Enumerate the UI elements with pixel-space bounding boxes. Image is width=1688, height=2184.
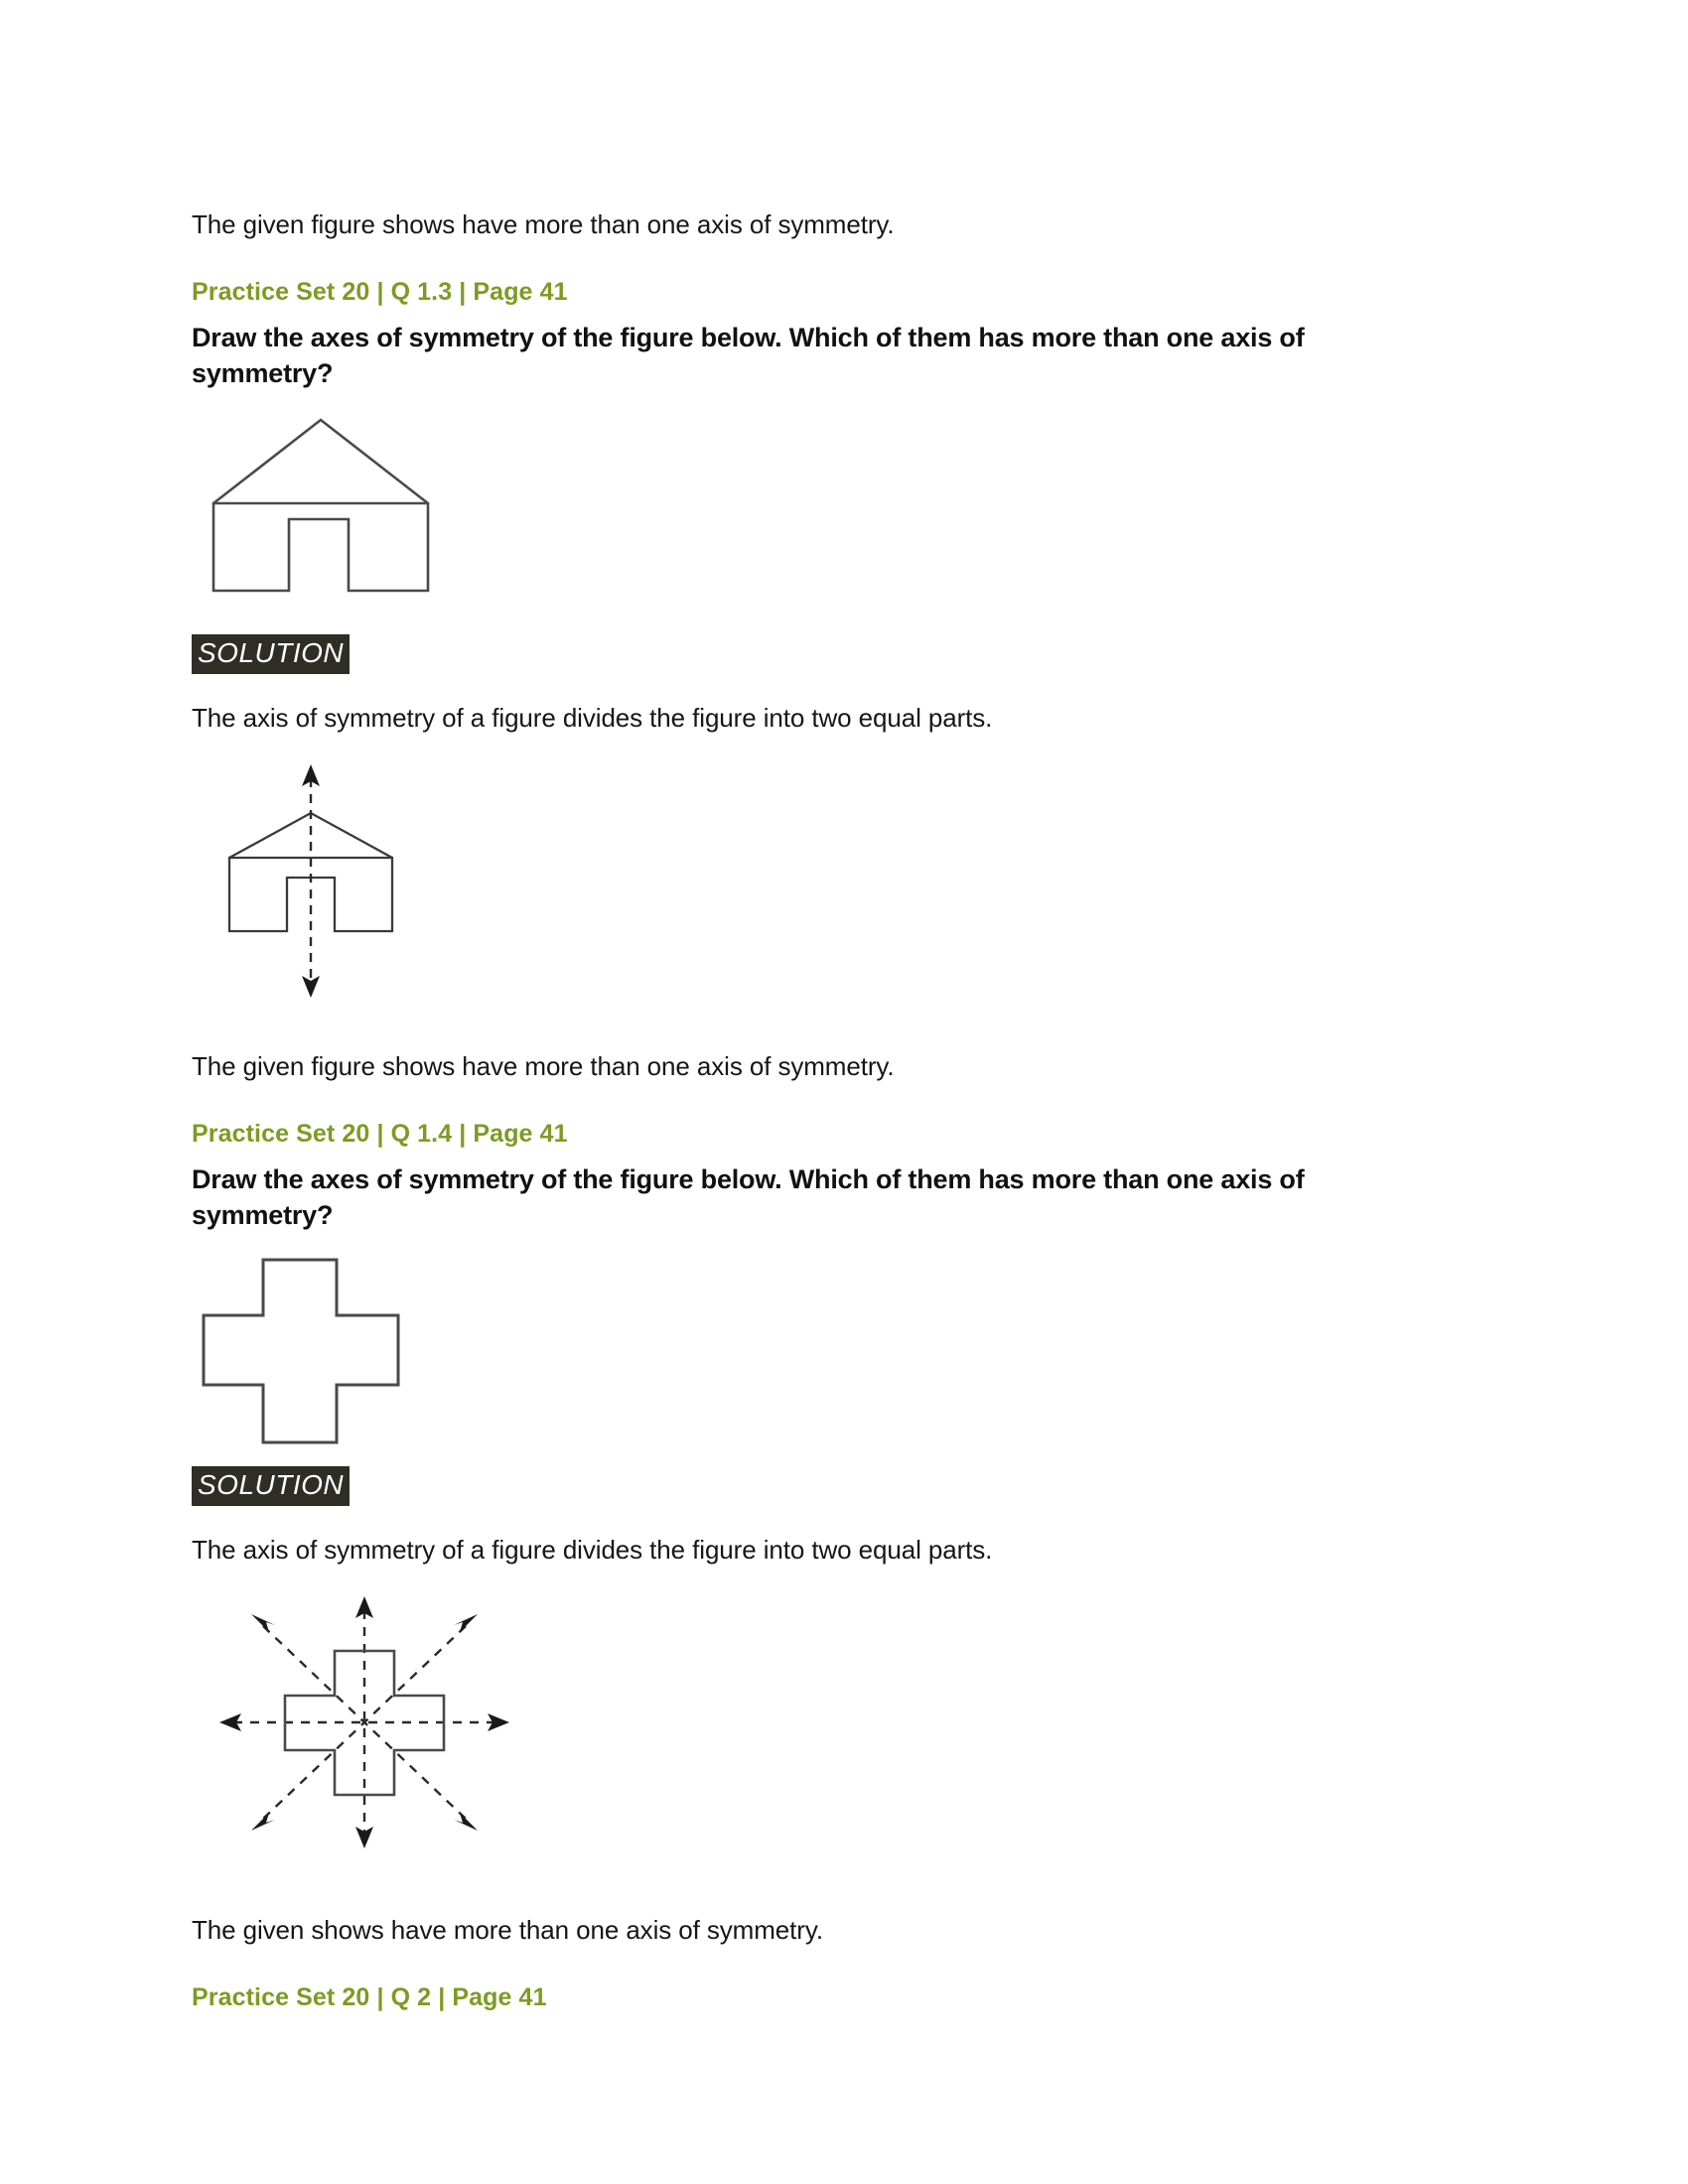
question-header-q2: Practice Set 20 | Q 2 | Page 41: [192, 1983, 547, 2012]
axis-arrow-down: [302, 976, 320, 998]
question-text-q14: Draw the axes of symmetry of the figure below. Which of them has more than one axis of symmetry?: [192, 1163, 1305, 1230]
solution-label-q14: SOLUTION: [192, 1466, 350, 1506]
solution-badge-wrap-q14: [192, 1466, 1492, 1506]
question-header-q14: Practice Set 20 | Q 1.4 | Page 41: [192, 1119, 568, 1148]
figure-cross-plain: [192, 1254, 1492, 1452]
figure-cross-with-axes: [206, 1588, 1492, 1856]
solution-statement-q13: The axis of symmetry of a figure divides the figure into two equal parts.: [192, 702, 993, 733]
figure-house-plain: [192, 412, 1492, 601]
arrow-southwest-icon: [251, 1813, 275, 1831]
conclusion-q14: The given shows have more than one axis of symmetry.: [192, 1915, 823, 1946]
arrow-northeast-icon: [454, 1614, 478, 1632]
conclusion-q13: The given figure shows have more than one axis of symmetry.: [192, 1051, 895, 1082]
question-header-q13: Practice Set 20 | Q 1.3 | Page 41: [192, 277, 568, 306]
solution-label-q13: SOLUTION: [192, 634, 350, 674]
solution-statement-q14: The axis of symmetry of a figure divides the figure into two equal parts.: [192, 1534, 993, 1565]
arrow-southeast-icon: [454, 1813, 478, 1831]
question-text-q13: Draw the axes of symmetry of the figure below. Which of them has more than one axis of symmetry?: [192, 322, 1305, 388]
solution-badge-wrap-q13: [192, 634, 1492, 674]
arrow-northwest-icon: [251, 1614, 275, 1632]
page-content: [192, 0, 1492, 2012]
intro-statement: The given figure shows have more than one axis of symmetry.: [192, 209, 895, 239]
figure-house-with-axis: [211, 756, 1492, 1005]
